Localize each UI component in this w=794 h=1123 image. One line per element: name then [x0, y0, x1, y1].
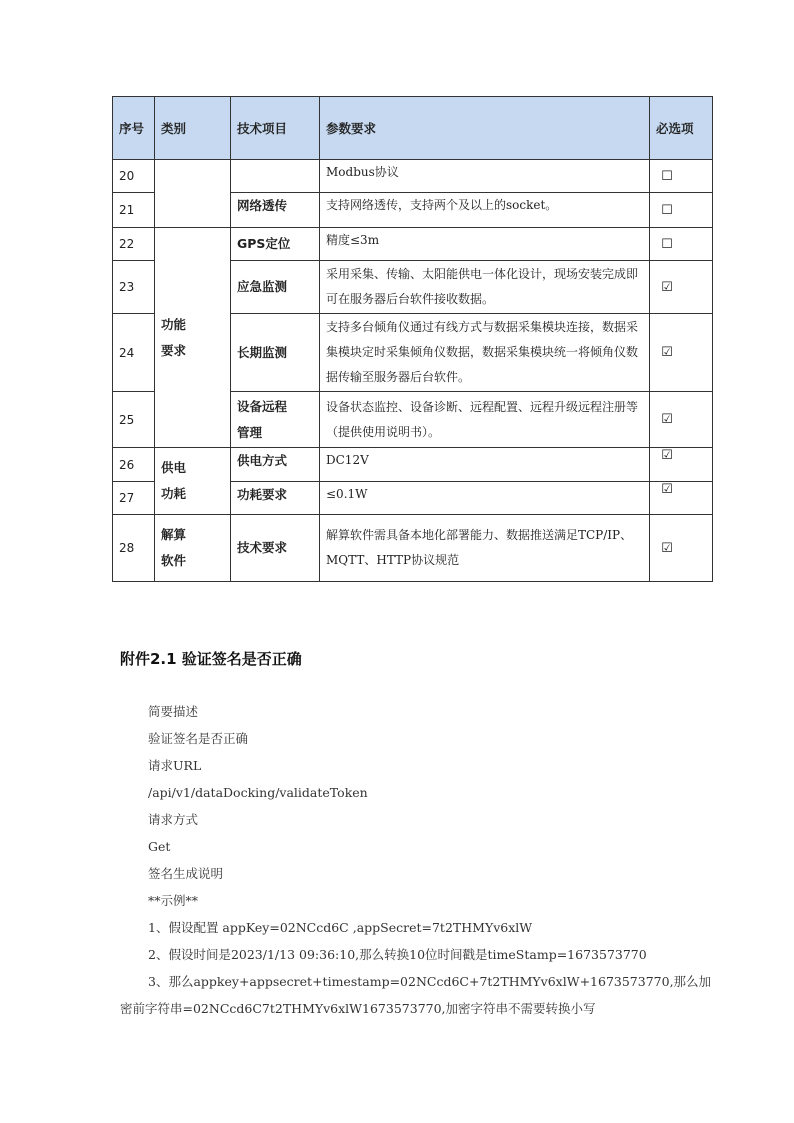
category-software-line2: 软件	[161, 553, 187, 568]
row-check	[650, 482, 713, 515]
header-category: 类别	[155, 97, 231, 160]
row-param: DC12V	[320, 448, 650, 482]
row-no: 25	[113, 392, 155, 448]
checkbox-empty-icon: ☐	[661, 236, 673, 252]
row-check	[650, 193, 713, 228]
row-check	[650, 392, 713, 448]
header-item: 技术项目	[231, 97, 320, 160]
row-check	[650, 261, 713, 314]
checkbox-empty-icon: ☐	[661, 202, 673, 218]
checkbox-checked-icon: ☑	[661, 412, 673, 427]
row-param: 设备状态监控、设备诊断、远程配置、远程升级远程注册等（提供使用说明书）。	[320, 392, 650, 448]
row-no: 23	[113, 261, 155, 314]
row-param: Modbus协议	[320, 160, 650, 193]
header-param: 参数要求	[320, 97, 650, 160]
body-line: 请求URL	[148, 758, 202, 773]
category-power-line2: 功耗	[161, 486, 187, 501]
row-item: 应急监测	[231, 261, 320, 314]
row-param: 精度≤3m	[320, 228, 650, 261]
row-check	[650, 448, 713, 482]
row-check	[650, 160, 713, 193]
table-row	[113, 160, 713, 193]
table-row	[113, 448, 713, 482]
checkbox-checked-icon: ☑	[661, 345, 673, 360]
row-param: 采用采集、传输、太阳能供电一体化设计，现场安装完成即可在服务器后台软件接收数据。	[320, 261, 650, 314]
checkbox-checked-icon: ☑	[661, 482, 673, 497]
row-no: 20	[113, 160, 155, 193]
body-line: 1、假设配置 appKey=02NCcd6C ,appSecret=7t2THMYv6xlW	[148, 920, 533, 935]
row-item-line1: 设备远程	[237, 398, 288, 414]
section-body	[120, 698, 720, 1022]
row-item	[231, 392, 320, 448]
row-no: 27	[113, 482, 155, 515]
row-item-line2: 管理	[237, 424, 263, 440]
row-item: 供电方式	[231, 448, 320, 482]
row-param: 解算软件需具备本地化部署能力、数据推送满足TCP/IP、MQTT、HTTP协议规范	[320, 515, 650, 582]
row-no: 21	[113, 193, 155, 228]
body-line: 签名生成说明	[148, 866, 224, 881]
header-no: 序号	[113, 97, 155, 160]
body-line: 验证签名是否正确	[148, 731, 249, 746]
row-item: 技术要求	[231, 515, 320, 582]
table-header-row	[113, 97, 713, 160]
row-param: 支持网络透传，支持两个及以上的socket。	[320, 193, 650, 228]
body-line: Get	[148, 839, 171, 854]
category-software-line1: 解算	[161, 527, 187, 542]
row-no: 28	[113, 515, 155, 582]
row-no: 26	[113, 448, 155, 482]
row-param: 支持多台倾角仪通过有线方式与数据采集模块连接，数据采集模块定时采集倾角仪数据，数据采集模块统一将倾角仪数据传输至服务器后台软件。	[320, 314, 650, 392]
spec-table	[112, 96, 713, 582]
row-no: 22	[113, 228, 155, 261]
category-function	[155, 228, 231, 448]
category-power-line1: 供电	[161, 460, 187, 475]
body-line: 3、那么appkey+appsecret+timestamp=02NCcd6C+7t2THMYv6xlW+1673573770,那么加密前字符串=02NCcd6C7t2THMYv6xlW1673573770,加密字符串不需要转换小写	[120, 974, 712, 1016]
row-check	[650, 515, 713, 582]
row-item: 功耗要求	[231, 482, 320, 515]
body-line: **示例**	[148, 893, 199, 908]
body-line: 请求方式	[148, 812, 199, 827]
category-power	[155, 448, 231, 515]
category-function-line2: 要求	[161, 342, 187, 358]
body-line: 简要描述	[148, 704, 199, 719]
row-item-empty	[231, 160, 320, 193]
row-param: ≤0.1W	[320, 482, 650, 515]
category-software	[155, 515, 231, 582]
checkbox-checked-icon: ☑	[661, 540, 673, 556]
checkbox-checked-icon: ☑	[661, 448, 673, 463]
checkbox-empty-icon: ☐	[661, 168, 673, 184]
section-title: 附件2.1 验证签名是否正确	[120, 650, 302, 668]
row-check	[650, 228, 713, 261]
header-required: 必选项	[650, 97, 713, 160]
row-check	[650, 314, 713, 392]
table-row	[113, 228, 713, 261]
table-row	[113, 515, 713, 582]
row-item: 网络透传	[231, 193, 320, 228]
row-item: GPS定位	[231, 228, 320, 261]
category-function-line1: 功能	[161, 316, 187, 332]
body-line: /api/v1/dataDocking/validateToken	[148, 785, 368, 800]
row-category-empty	[155, 160, 231, 228]
body-line: 2、假设时间是2023/1/13 09:36:10,那么转换10位时间戳是timeStamp=1673573770	[148, 947, 647, 962]
row-item: 长期监测	[231, 314, 320, 392]
row-no: 24	[113, 314, 155, 392]
checkbox-checked-icon: ☑	[661, 279, 673, 295]
